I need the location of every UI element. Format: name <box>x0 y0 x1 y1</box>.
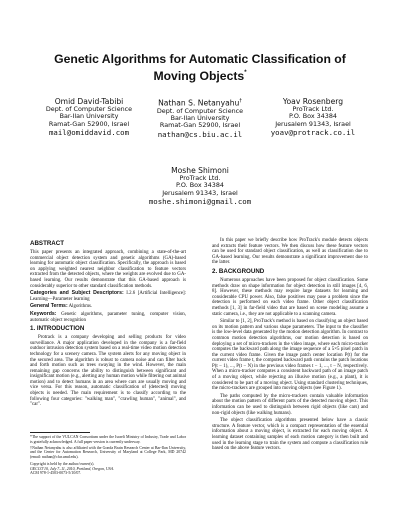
author-footnote-mark: † <box>239 98 242 104</box>
footnotes <box>30 435 186 476</box>
author-name-text: Nathan S. Netanyahu <box>158 98 240 108</box>
author-affiliation-line: Jerusalem 91343, Israel <box>275 119 351 128</box>
title-text: Genetic Algorithms for Automatic Classification of Moving Objects <box>54 52 346 83</box>
author-affiliation-line: Ramat-Gan 52900, Israel <box>48 119 130 128</box>
author-affiliation-line: Dept. of Computer Science <box>156 106 244 115</box>
author-block-2 <box>145 97 255 139</box>
author-block-1 <box>34 97 144 137</box>
keywords-text: Genetic algorithms, parameter tuning, computer vision, automatic object recognition <box>30 311 186 323</box>
left-column <box>30 238 186 410</box>
author-block-4 <box>140 166 260 206</box>
background-paragraph-2: Similar to [1, 2], ProTrack's method is based on classifying an object based on its motion pattern and various shape parameters. The input to the classifier is the low-level data generated by the motion detection algorithm. In contrast to common motion detection algorithms, our motion detection is based on deploying a set of micro-trackers in the video image, where each micro-tracker computes the backward path along the image sequence of a 5×5 pixel patch in the current video frame. Given the image patch center location P(t) for the current video frame t, the computed backward path contains the patch locations P(t − 1), ..., P(t − N) in the previous video frames t − 1, ..., t − N, respectively. When a micro-tracker computes a consistent backward path of an image patch of a moving object, while rejecting an illusive motion (e.g., a plant), it is considered to be part of a moving object. Using standard clustering techniques, the micro-trackers are grouped into moving objects (see Figure 1). <box>212 319 368 392</box>
keywords-line <box>30 312 186 323</box>
author-name: Omid David-Tabibi <box>54 97 124 106</box>
author-email: mail@omiddavid.com <box>48 128 130 138</box>
author-affiliation-line: ProTrack Ltd. <box>179 174 221 182</box>
copyright-line: Copyright is held by the author/owner(s). <box>30 462 95 466</box>
footnote-affiliation: †Nathan Netanyahu is also affiliated with the Gonda Brain Research Center at Bar-Ilan University, and the Center for Automation Research, University of Maryland at College Park, MD 20742 (email: nathan@cfar.umd.edu). <box>30 445 186 459</box>
abstract-text: This paper presents an integrated approach, combining a state-of-the-art commercial object detection system and genetic algorithms (GA)-based learning for automatic object classification. Specifically, the approach is based on applying weighted nearest neighbor classification to feature vectors extracted from the detected objects, where the weights are evolved due to GA-based learning. Our results demonstrate that this GA-based approach is considerably superior to other standard classification methods. <box>30 250 186 289</box>
background-paragraph-4: The object classification algorithms presented below have a classic structure. A feature vector, which is a compact representation of the essential information about a moving object, is extracted for each moving object. A learning dataset containing samples of each motion category is then built and used in the learning stage to train the system and compute a classification rule based on the above feature vectors. <box>212 418 368 452</box>
categories-line <box>30 291 186 302</box>
abstract-heading: ABSTRACT <box>30 240 65 247</box>
author-email: yoav@protrack.co.il <box>270 128 356 138</box>
paper-title <box>40 52 360 83</box>
title-footnote-mark: * <box>244 70 247 76</box>
author-affiliation-line: Bar-Ilan University <box>170 113 230 122</box>
background-paragraph-1: Numerous approaches have been proposed for object classification. Some methods draw on shape information for object detection in still images [4, 6, 8]. However, these methods may require large datasets for learning and considerable CPU power. Also, false positives may pose a problem since the detection is performed on each video frame. Other object classification methods [1, 3] in far-field video that are based on scene modeling assume a static camera, i.e., they are not applicable to a scanning camera. <box>212 277 368 317</box>
author-affiliation-line: P.O. Box 34384 <box>289 112 337 121</box>
overview-paragraph: In this paper we briefly describe how ProTrack's module detects objects and extracts their feature vectors. We then discuss how these feature vectors can be used for standard object classification, as well as classification due to GA-based learning. Our results demonstrate a significant improvement due to the latter. <box>212 238 368 266</box>
background-paragraph-3: The paths computed by the micro-trackers contain valuable information about the motion pattern of different parts of the detected moving object. This information can be used to distinguish between rigid objects (like cars) and non-rigid objects (like walking humans). <box>212 393 368 416</box>
author-affiliation-line: Ramat-Gan 52900, Israel <box>159 121 241 130</box>
author-affiliation-line: Dept. of Computer Science <box>45 105 133 113</box>
author-name: Yoav Rosenberg <box>282 97 344 106</box>
background-heading: 2. BACKGROUND <box>212 267 265 275</box>
keywords-heading: Keywords: <box>30 310 57 317</box>
introduction-heading: 1. INTRODUCTION <box>30 325 85 333</box>
author-name: Moshe Shimoni <box>171 166 229 175</box>
isbn-line: ACM 978-1-4503-0073-5/10/07. <box>30 471 82 475</box>
footnote-funding: *The support of the VULCAN Consortium under the Israeli Ministry of Industry, Trade and Labor is gratefully acknowledged. A full paper version is currently underway. <box>30 435 186 444</box>
author-block-3 <box>256 97 370 137</box>
author-name <box>145 97 255 108</box>
author-email: moshe.shimoni@gmail.com <box>148 197 252 207</box>
categories-text: I.2.6 [Artificial Intelligence]: Learning—Parameter learning <box>30 291 186 302</box>
categories-heading: Categories and Subject Descriptors: <box>30 290 124 297</box>
introduction-paragraph: Protrack is a company developing and selling products for video surveillance. A major application developed in the company is a far-field outdoor intrusion detection system based on a real-time video motion detection technology for a scenery camera. The system alerts for any moving object in the secured area. The algorithm is robust to camera noise and can filter back and forth motion such as trees swaying in the wind. However, the main remaining gap concerns the ability to distinguish between significant and insignificant motion (e.g., alerting any human motion while filtering out animal motion) and to detect humans in an area where cars are usually moving and vice versa. For this reason, automatic classification of (detected) moving objects is needed. The main requirement is to classify according to the following four categories: "walking man", "crawling human", "animal", and "car". <box>30 335 186 408</box>
author-affiliation-line: Jerusalem 91343, Israel <box>162 188 238 197</box>
author-affiliation-line: P.O. Box 34384 <box>176 181 224 190</box>
footnote-rule <box>30 432 90 433</box>
right-column <box>212 238 368 454</box>
author-affiliation-line: Bar-Ilan University <box>59 112 119 121</box>
author-affiliation-line: ProTrack Ltd. <box>292 105 334 113</box>
author-email: nathan@cs.biu.ac.il <box>157 129 243 139</box>
venue-line: GECCO'10, July 7–11, 2010, Portland, Oregon, USA. <box>30 466 115 471</box>
general-terms-line <box>30 304 186 310</box>
general-terms-text: Algorithms. <box>68 304 93 310</box>
general-terms-heading: General Terms: <box>30 303 68 310</box>
